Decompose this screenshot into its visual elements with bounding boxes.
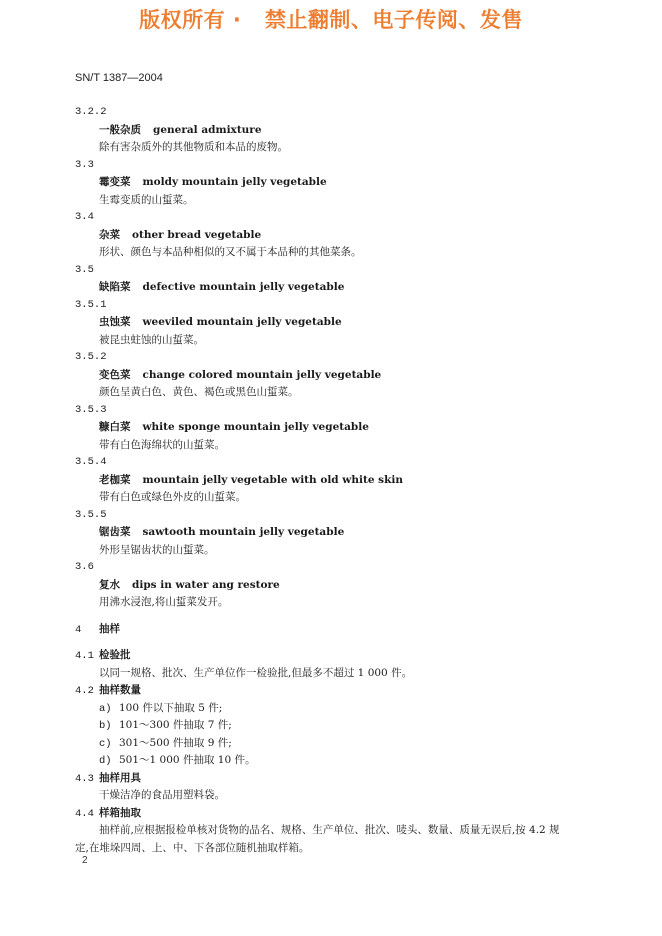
term-zh: 变色菜 [99,368,131,381]
term-title [75,174,595,192]
term-zh: 缺陷菜 [99,281,131,293]
term-entry [75,262,595,297]
term-title [75,314,595,332]
list-marker: d) [99,755,112,767]
subsection-number: 4.3 [75,772,94,785]
term-en: defective mountain jelly vegetable [142,281,345,293]
term-en: white sponge mountain jelly vegetable [142,421,369,433]
page-number: 2 [82,855,88,866]
clause-number: 3.5.2 [75,351,107,363]
section-gap [75,638,595,647]
term-entry [75,402,595,455]
section-number: 4 [75,623,82,636]
term-definition: 生霉变质的山蜇菜。 [99,193,194,206]
list-marker: c) [99,737,112,750]
section-gap [75,612,595,621]
term-title [75,122,595,140]
clause-number: 3.5.1 [75,298,107,311]
section-heading [75,621,595,639]
term-zh: 杂菜 [99,228,120,241]
list-item [75,717,595,735]
term-entry [75,104,595,157]
paragraph-line: 抽样前,应根据报检单核对货物的品名、规格、生产单位、批次、唛头、数量、质量无误后,按 4.2 规 [99,824,560,836]
term-definition: 外形呈锯齿状的山蜇菜。 [99,543,215,556]
term-en: mountain jelly vegetable with old white skin [142,473,403,486]
term-zh: 老枷菜 [99,473,131,486]
clause-number: 3.2.2 [75,106,107,118]
term-title [75,227,595,245]
subsection-number: 4.2 [75,685,94,697]
term-en: moldy mountain jelly vegetable [142,176,327,188]
subsection-title: 样箱抽取 [99,806,141,819]
subsection-title: 抽样数量 [99,684,141,696]
term-en: other bread vegetable [132,228,262,241]
term-zh: 霉变菜 [99,176,131,188]
term-entry [75,507,595,560]
subsection-title: 抽样用具 [99,771,141,784]
copyright-watermark: 版权所有 · 禁止翻制、电子传阅、发售 [139,8,523,32]
term-entry [75,349,595,402]
term-definition: 除有害杂质外的其他物质和本品的废物。 [99,141,288,153]
subsection-number: 4.1 [75,650,94,662]
clause-number: 3.5.5 [75,508,107,521]
clause-number: 3.6 [75,561,94,573]
term-zh: 锯齿菜 [99,526,131,538]
clause-number: 3.3 [75,158,94,171]
subsection-heading [75,647,595,665]
term-entry [75,297,595,350]
term-zh: 虫蚀菜 [99,316,131,328]
list-item [75,752,595,770]
term-zh: 一般杂质 [99,123,141,136]
subsection-number: 4.4 [75,807,94,820]
term-entry [75,559,595,612]
term-definition: 用沸水浸泡,将山蜇菜发开。 [99,596,229,608]
subsection-paragraph [75,822,595,857]
list-text: 501～1 000 件抽取 10 件。 [119,754,256,766]
list-marker: a) [99,702,112,715]
term-title [75,367,595,385]
clause-number: 3.5 [75,263,94,276]
list-item [75,700,595,718]
clause-number: 3.5.3 [75,403,107,416]
term-definition: 带有白色海绵状的山蜇菜。 [99,438,225,451]
term-entry [75,209,595,262]
subsection-heading [75,770,595,788]
term-en: sawtooth mountain jelly vegetable [142,526,345,538]
term-definition: 被昆虫蛀蚀的山蜇菜。 [99,333,204,346]
clause-number: 3.4 [75,211,94,223]
term-title [75,419,595,437]
term-title [75,524,595,542]
term-entry [75,454,595,507]
term-en: change colored mountain jelly vegetable [142,368,382,381]
term-zh: 糠白菜 [99,421,131,433]
term-en: weeviled mountain jelly vegetable [142,316,342,328]
term-entry [75,157,595,210]
term-definition: 颜色呈黄白色、黄色、褐色或黑色山蜇菜。 [99,386,299,398]
term-en: general admixture [153,123,262,136]
term-definition: 形状、颜色与本品种相似的又不属于本品种的其他菜条。 [99,246,362,258]
term-title [75,577,595,595]
document-body [75,104,595,857]
list-text: 101～300 件抽取 7 件; [119,719,232,731]
list-text: 301～500 件抽取 9 件; [119,736,232,749]
subsection-heading [75,805,595,823]
term-zh: 复水 [99,578,120,591]
term-en: dips in water ang restore [132,578,280,591]
section-title: 抽样 [99,622,120,635]
term-title [75,472,595,490]
list-item [75,735,595,753]
subsection-heading [75,682,595,700]
term-definition: 带有白色或绿色外皮的山蜇菜。 [99,491,246,503]
clause-number: 3.5.4 [75,456,107,468]
subsection-title: 检验批 [99,649,131,661]
list-marker: b) [99,720,112,732]
list-text: 100 件以下抽取 5 件; [119,701,223,714]
subsection-text: 以同一规格、批次、生产单位作一检验批,但最多不超过 1 000 件。 [99,666,413,679]
paragraph-line: 定,在堆垛四周、上、中、下各部位随机抽取样箱。 [75,841,310,854]
document-number: SN/T 1387—2004 [75,72,163,84]
term-title [75,279,595,297]
subsection-text: 干燥洁净的食品用塑料袋。 [99,789,225,801]
